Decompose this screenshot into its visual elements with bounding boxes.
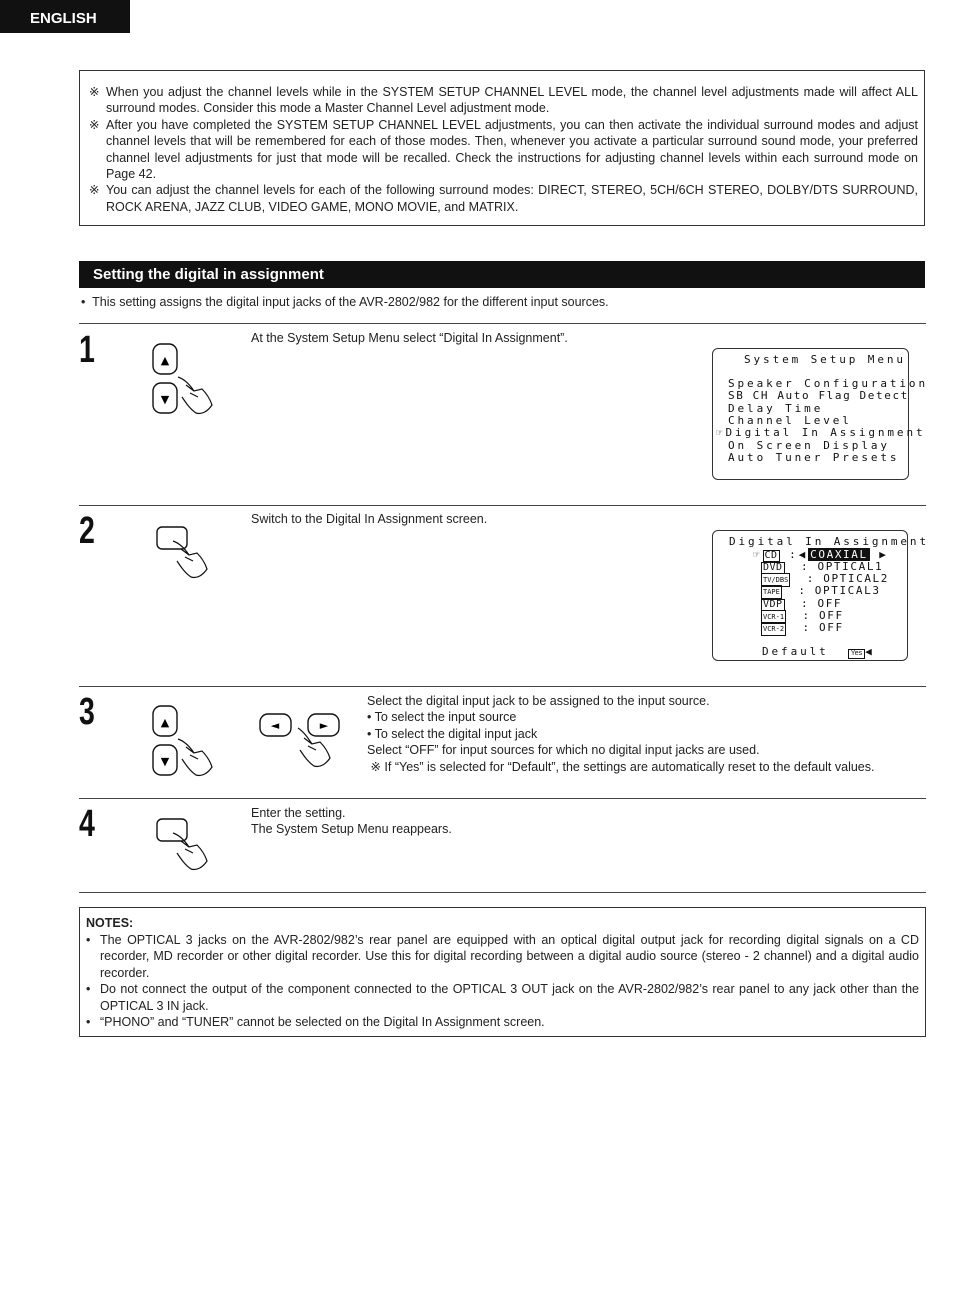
left-arrow-icon: ◀ [798, 548, 809, 561]
down-arrow-glyph: ▼ [160, 755, 170, 768]
instruction-line: The System Setup Menu reappears. [251, 822, 452, 837]
step-divider [79, 323, 926, 324]
note-item: • “PHONO” and “TUNER” cannot be selected on the Digital In Assignment screen. [86, 1015, 545, 1030]
channel-level-note [89, 84, 918, 117]
intro-bullet: • [81, 295, 86, 309]
default-label: Default [762, 645, 829, 658]
left-arrow-glyph: ◄ [270, 719, 280, 732]
note-item: • The OPTICAL 3 jacks on the AVR-2802/982’s rear panel are equipped with an optical digital output jack for recording digital signals on a CD recorder, MD recorder or other digital recorder. Use this for digital recording between a digital audio source (stereo - 2 channel) and a digital audio recorder. [86, 933, 919, 980]
section-title: Setting the digital in assignment [79, 261, 925, 288]
step-divider [79, 686, 926, 687]
left-arrow-icon: ◀ [865, 645, 875, 658]
pressing-hand-icon [178, 739, 212, 776]
source-label: VCR-2 [761, 622, 786, 636]
step-divider [79, 798, 926, 799]
assignment-row: TAPE : OPTICAL3 [763, 584, 881, 597]
up-down-buttons-icon [150, 705, 220, 780]
jack-value: OPTICAL2 [823, 572, 889, 585]
jack-value: OFF [819, 621, 844, 634]
instruction-line: ※ If “Yes” is selected for “Default”, the settings are automatically reset to the default values. [367, 759, 875, 774]
down-arrow-glyph: ▼ [160, 393, 170, 406]
step-number: 4 [79, 803, 95, 845]
step-number: 1 [79, 329, 95, 371]
channel-level-note [89, 182, 918, 215]
note-text: When you adjust the channel levels while in the SYSTEM SETUP CHANNEL LEVEL mode, the channel level adjustments made will affect ALL surround modes. Consider this mode a Master Channel Level adjustment mode. [106, 85, 918, 116]
step-number: 2 [79, 510, 95, 552]
step-2-text: Switch to the Digital In Assignment screen. [251, 512, 488, 526]
up-arrow-glyph: ▲ [160, 716, 170, 729]
pointing-hand-cursor-icon: ☞ [716, 426, 726, 439]
assignment-row: ☞ CD :◀ COAXIAL ▶ [753, 548, 889, 561]
channel-level-note [89, 117, 918, 183]
up-arrow-glyph: ▲ [160, 354, 170, 367]
menu-item: On Screen Display [728, 439, 890, 452]
jack-value: OPTICAL1 [817, 560, 884, 573]
instruction-line: • To select the digital input jack [367, 726, 538, 741]
section-intro [81, 295, 609, 309]
pressing-hand-icon [178, 377, 212, 414]
pointing-hand-cursor-icon: ☞ [753, 548, 763, 561]
step-divider [79, 892, 926, 893]
instruction-line: • To select the input source [367, 710, 517, 725]
osd-title: System Setup Menu [744, 353, 906, 366]
step-number: 3 [79, 691, 95, 733]
menu-item: Channel Level [728, 414, 852, 427]
source-label: CD [764, 550, 778, 561]
note-text: After you have completed the SYSTEM SETUP CHANNEL LEVEL adjustments, you can then activate the individual surround modes and adjust channel levels that will be remembered for each of those modes. Then, whenever you activate a particular surround sound mode, your preferred channel level adjustments for just that mode will be recalled. Check the instructions for adjusting channel levels within each surround mode on Page 42. [106, 117, 918, 182]
channel-level-notes-box [79, 70, 925, 226]
source-label: VDP [763, 599, 783, 610]
assignment-row: VDP : OFF [763, 597, 843, 610]
menu-item: Speaker Configuration [728, 377, 928, 390]
osd-title: Digital In Assignment [729, 535, 929, 548]
menu-item-selected: ☞Digital In Assignment [716, 426, 926, 439]
system-setup-menu-screen [712, 348, 928, 480]
notes-box [79, 907, 926, 1037]
left-right-buttons-icon [258, 712, 348, 774]
menu-item: Delay Time [728, 402, 824, 415]
enter-button-icon [155, 817, 215, 872]
assignment-row: VCR-2 : OFF [763, 621, 844, 634]
bullet-dot: • [86, 1015, 91, 1030]
source-label: DVD [763, 562, 783, 573]
instruction-line: Select “OFF” for input sources for which no digital input jacks are used. [367, 743, 760, 758]
up-down-buttons-icon [150, 343, 220, 418]
step-3-text [367, 693, 874, 775]
jack-value: OPTICAL3 [814, 584, 881, 597]
enter-button-icon [155, 525, 215, 580]
notes-title: NOTES: [86, 916, 134, 930]
source-label: TAPE [761, 585, 782, 599]
digital-in-assignment-screen [712, 530, 929, 661]
assignment-row: VCR-1 : OFF [763, 609, 844, 622]
note-item: • Do not connect the output of the component connected to the OPTICAL 3 OUT jack on the AVR-2802/982’s rear panel to any jack other than the OPTICAL 3 IN jack. [86, 982, 919, 1013]
reference-mark: ※ [89, 117, 100, 132]
source-label: VCR-1 [761, 610, 786, 624]
bullet-dot: • [86, 933, 91, 947]
jack-value: OFF [819, 609, 844, 622]
step-divider [79, 505, 926, 506]
menu-item: Auto Tuner Presets [728, 451, 900, 464]
note-text: You can adjust the channel levels for each of the following surround modes: DIRECT, STEREO, 5CH/6CH STEREO, DOLBY/DTS SURROUND, ROCK ARENA, JAZZ CLUB, VIDEO GAME, MONO MOVIE, and MATRIX. [106, 183, 918, 214]
default-row [762, 645, 875, 659]
default-value: Yes [848, 649, 865, 659]
reference-mark: ※ [89, 183, 100, 198]
reference-mark: ※ [89, 85, 100, 99]
selected-value: COAXIAL [810, 548, 868, 561]
step-1-text: At the System Setup Menu select “Digital In Assignment”. [251, 331, 568, 345]
intro-text: This setting assigns the digital input jacks of the AVR-2802/982 for the different input sources. [92, 295, 609, 309]
instruction-line: Enter the setting. [251, 806, 346, 820]
jack-value: OFF [817, 597, 843, 610]
bullet-dot: • [86, 982, 91, 997]
source-label: TV/DBS [761, 573, 790, 587]
instruction-line: Select the digital input jack to be assigned to the input source. [367, 694, 710, 708]
assignment-row: DVD : OPTICAL1 [763, 560, 884, 573]
right-arrow-glyph: ► [319, 719, 329, 732]
step-4-text [251, 805, 452, 838]
assignment-row: TV/DBS : OPTICAL2 [763, 572, 889, 585]
language-tab: ENGLISH [0, 0, 130, 33]
right-arrow-icon: ▶ [879, 548, 889, 561]
menu-item: SB CH Auto Flag Detect [728, 389, 909, 402]
